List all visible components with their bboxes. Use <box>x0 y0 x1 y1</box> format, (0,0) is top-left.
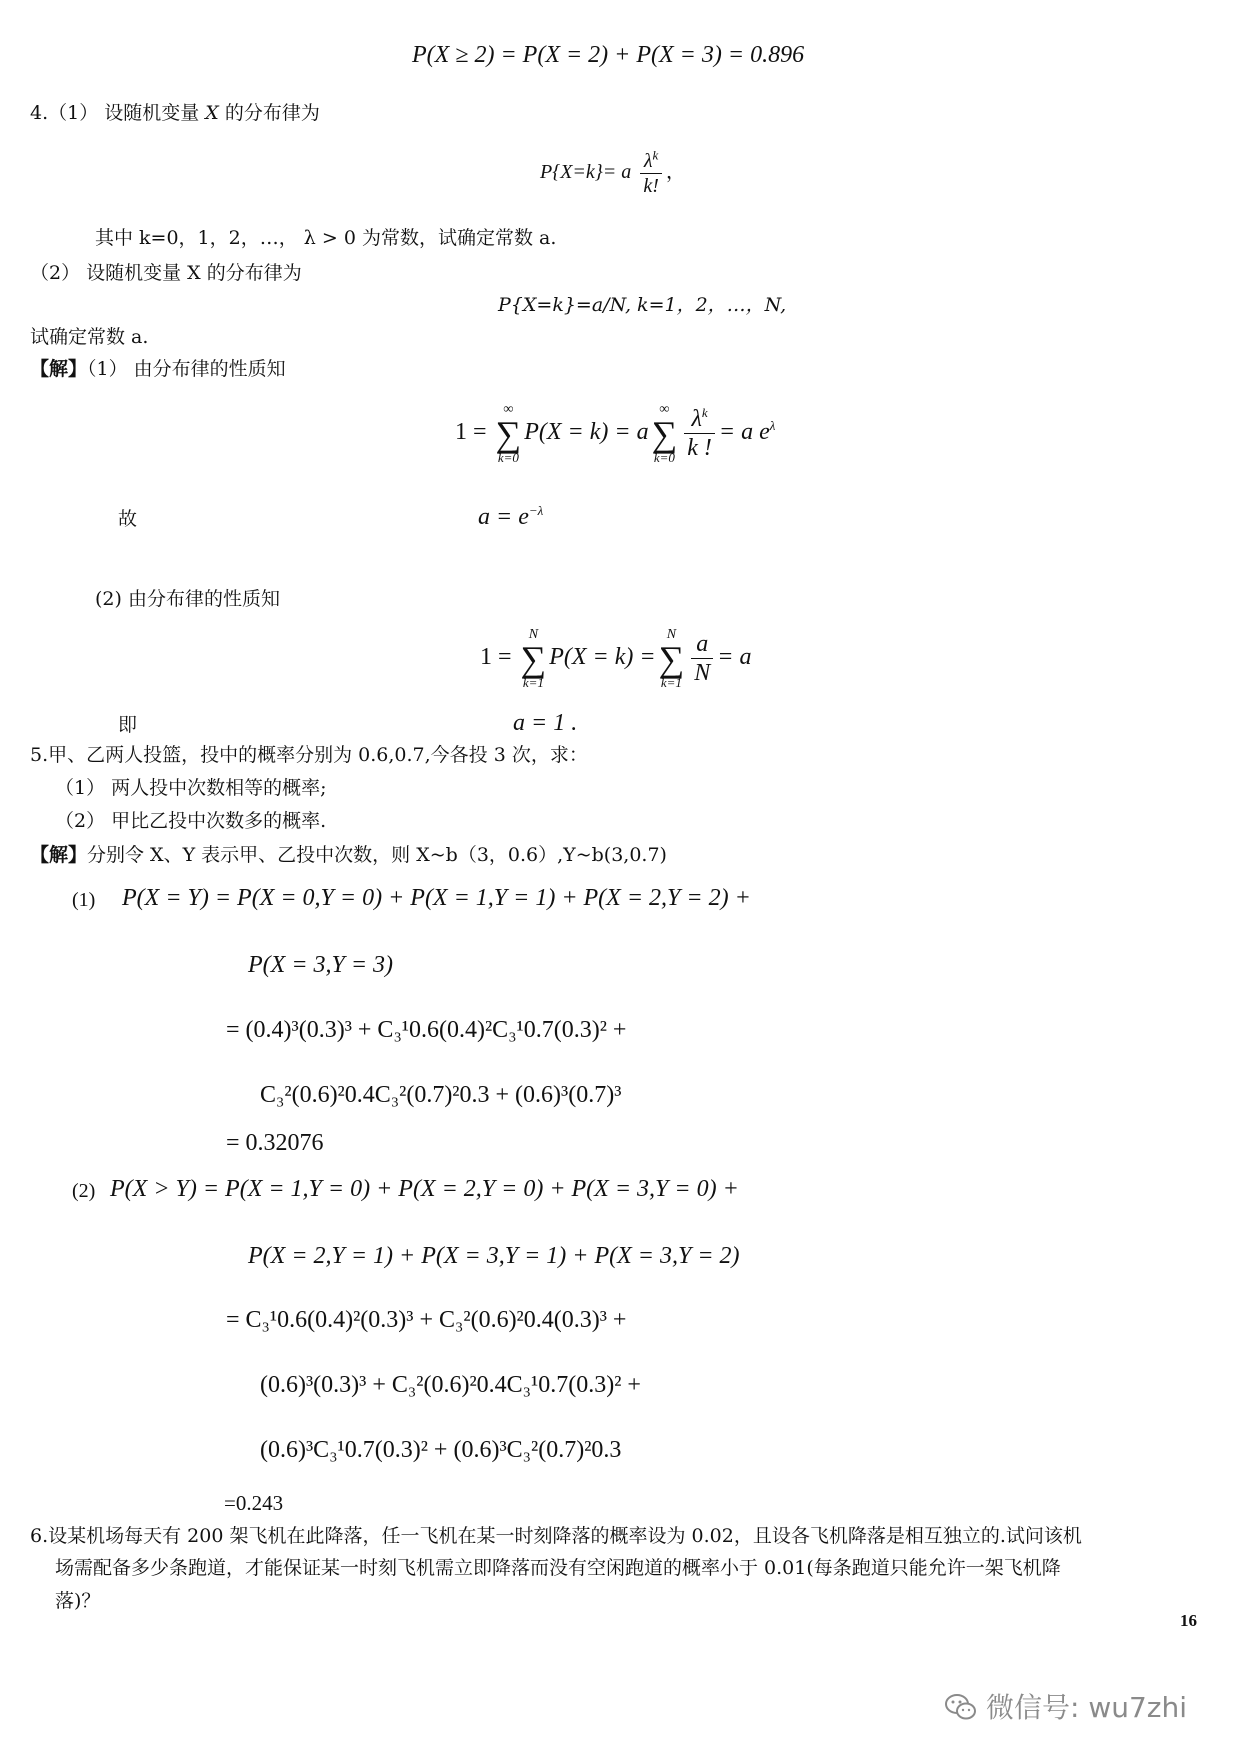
sol4-sum1-top: ∞ <box>503 402 514 417</box>
sol4-eq1-mid: P(X = k) = a <box>524 419 649 446</box>
sol4-eq2-base: a = e <box>478 504 529 530</box>
sol4-eq3-lhs: 1 = <box>480 644 512 671</box>
q4-title-part2: 的分布律为 <box>218 102 320 124</box>
q4-title-part1: 4.（1） 设随机变量 <box>30 102 206 124</box>
sol4-frac-num-sup: k <box>701 404 708 420</box>
q4-formula1-lhs: P{X=k}= a <box>540 161 632 184</box>
sol4-sum1-bot: k=0 <box>497 450 519 465</box>
sol4-sum2-bot: k=0 <box>653 450 675 465</box>
sol4-heading-text: （1） 由分布律的性质知 <box>87 358 286 380</box>
sol5-line3: = (0.4)³(0.3)³ + C₃¹0.6(0.4)²C₃¹0.7(0.3)² + <box>226 1017 627 1043</box>
sol5-line10: (0.6)³C₃¹0.7(0.3)² + (0.6)³C₃²(0.7)²0.3 <box>260 1437 622 1463</box>
q5-item1: （1） 两人投中次数相等的概率; <box>55 777 327 799</box>
sol4-gu: 故 <box>118 508 138 530</box>
sol4-eq2 <box>478 502 543 532</box>
sol5-line11: =0.243 <box>224 1491 284 1515</box>
sol4-sum1: ∞ ∑ k=0 <box>495 402 522 465</box>
sol4-sum4: N ∑ k=1 <box>658 627 685 690</box>
q4-formula1-num: λ <box>643 150 653 172</box>
sol4-eq3-tail: = a <box>717 644 752 671</box>
q5-item2: （2） 甲比乙投中次数多的概率. <box>55 810 327 832</box>
q6-line2: 场需配备多少条跑道，才能保证某一时刻飞机需立即降落而没有空闲跑道的概率小于 0.01(每条跑道只能允许一架飞机降 <box>55 1557 1061 1579</box>
q4-condition: 其中 k=0，1，2，…， λ > 0 为常数，试确定常数 a. <box>95 227 557 249</box>
sol5-heading-text: 分别令 X、Y 表示甲、乙投中次数，则 X~b（3，0.6）,Y~b(3,0.7) <box>87 844 667 866</box>
sol4-eq2-sup: −λ <box>528 503 544 518</box>
q4-formula1-tail: ， <box>665 161 686 184</box>
sol4-sum2-top: ∞ <box>659 402 670 417</box>
sol4-sum3: N ∑ k=1 <box>520 627 547 690</box>
sol4-sum3-top: N <box>528 627 539 642</box>
sol4-heading-bracket: 【解】 <box>30 358 88 380</box>
sol5-line1: P(X = Y) = P(X = 0,Y = 0) + P(X = 1,Y = 1) + P(X = 2,Y = 2) + <box>122 885 751 911</box>
q4-formula1-fraction <box>640 147 662 197</box>
sol5-line7: P(X = 2,Y = 1) + P(X = 3,Y = 1) + P(X = 3,Y = 2) <box>248 1243 740 1269</box>
sol4-frac2-den: N <box>694 660 711 686</box>
sol5-heading-bracket: 【解】 <box>30 844 88 866</box>
q6-line1: 6.设某机场每天有 200 架飞机在此降落，任一飞机在某一时刻降落的概率设为 0.02，且设各飞机降落是相互独立的.试问该机 <box>30 1525 1082 1547</box>
sol4-ji: 即 <box>118 714 138 736</box>
sol5-line8: = C₃¹0.6(0.4)²(0.3)³ + C₃²(0.6)²0.4(0.3)³ + <box>226 1307 627 1333</box>
top-formula: P(X ≥ 2) = P(X = 2) + P(X = 3) = 0.896 <box>412 42 805 68</box>
sol4-eq1-tail-sup: λ <box>769 418 776 434</box>
q4-part2-title: （2） 设随机变量 X 的分布律为 <box>30 262 302 284</box>
wechat-icon <box>944 1692 978 1722</box>
sol4-eq3 <box>480 628 751 689</box>
sol4-eq4: a = 1 . <box>513 710 578 736</box>
sol4-sum4-top: N <box>666 627 677 642</box>
sol4-part2-heading: (2) 由分布律的性质知 <box>95 588 280 610</box>
q4-formula1-den: k! <box>643 175 659 197</box>
sol5-line5: = 0.32076 <box>226 1130 324 1156</box>
page-number: 16 <box>1180 1611 1197 1630</box>
sol4-eq1 <box>455 403 775 464</box>
sol5-heading <box>30 842 667 868</box>
sol5-line4: C₃²(0.6)²0.4C₃²(0.7)²0.3 + (0.6)³(0.7)³ <box>260 1082 622 1108</box>
sol4-eq1-tail: = a e <box>718 419 770 446</box>
sol4-eq1-lhs: 1 = <box>455 419 487 446</box>
sol4-frac-num: λ <box>691 405 702 432</box>
sol5-line9: (0.6)³(0.3)³ + C₃²(0.6)²0.4C₃¹0.7(0.3)² + <box>260 1372 641 1398</box>
q5-title: 5.甲、乙两人投篮，投中的概率分别为 0.6,0.7,今各投 3 次，求： <box>30 744 588 766</box>
sol5-line2: P(X = 3,Y = 3) <box>248 952 394 978</box>
sol4-eq3-fraction <box>691 631 713 687</box>
q4-title-var: X <box>205 102 219 124</box>
sol4-eq1-fraction <box>684 406 715 462</box>
watermark-text: 微信号: wu7zhi <box>986 1691 1188 1724</box>
q6-line3: 落)？ <box>55 1590 101 1612</box>
sol4-eq3-mid: P(X = k) = <box>549 644 656 671</box>
sol4-sum2: ∞ ∑ k=0 <box>651 402 678 465</box>
q4-formula1-num-sup: k <box>652 147 659 163</box>
sol4-frac2-num: a <box>691 631 713 659</box>
sol4-frac-den: k ! <box>687 435 712 461</box>
sol5-l1-label: (1) <box>72 889 96 911</box>
q4-formula2: P{X=k}=a/N, k=1，2，…，N, <box>498 294 787 316</box>
sol4-sum4-bot: k=1 <box>660 675 682 690</box>
sol5-l6-label: (2) <box>72 1180 96 1202</box>
sol4-heading <box>30 356 286 382</box>
q4-part2-tail: 试确定常数 a. <box>30 326 149 348</box>
q4-title <box>30 100 320 126</box>
sol4-sum3-bot: k=1 <box>522 675 544 690</box>
sol5-line6: P(X > Y) = P(X = 1,Y = 0) + P(X = 2,Y = 0) + P(X = 3,Y = 0) + <box>110 1176 739 1202</box>
q4-formula1 <box>540 147 686 197</box>
